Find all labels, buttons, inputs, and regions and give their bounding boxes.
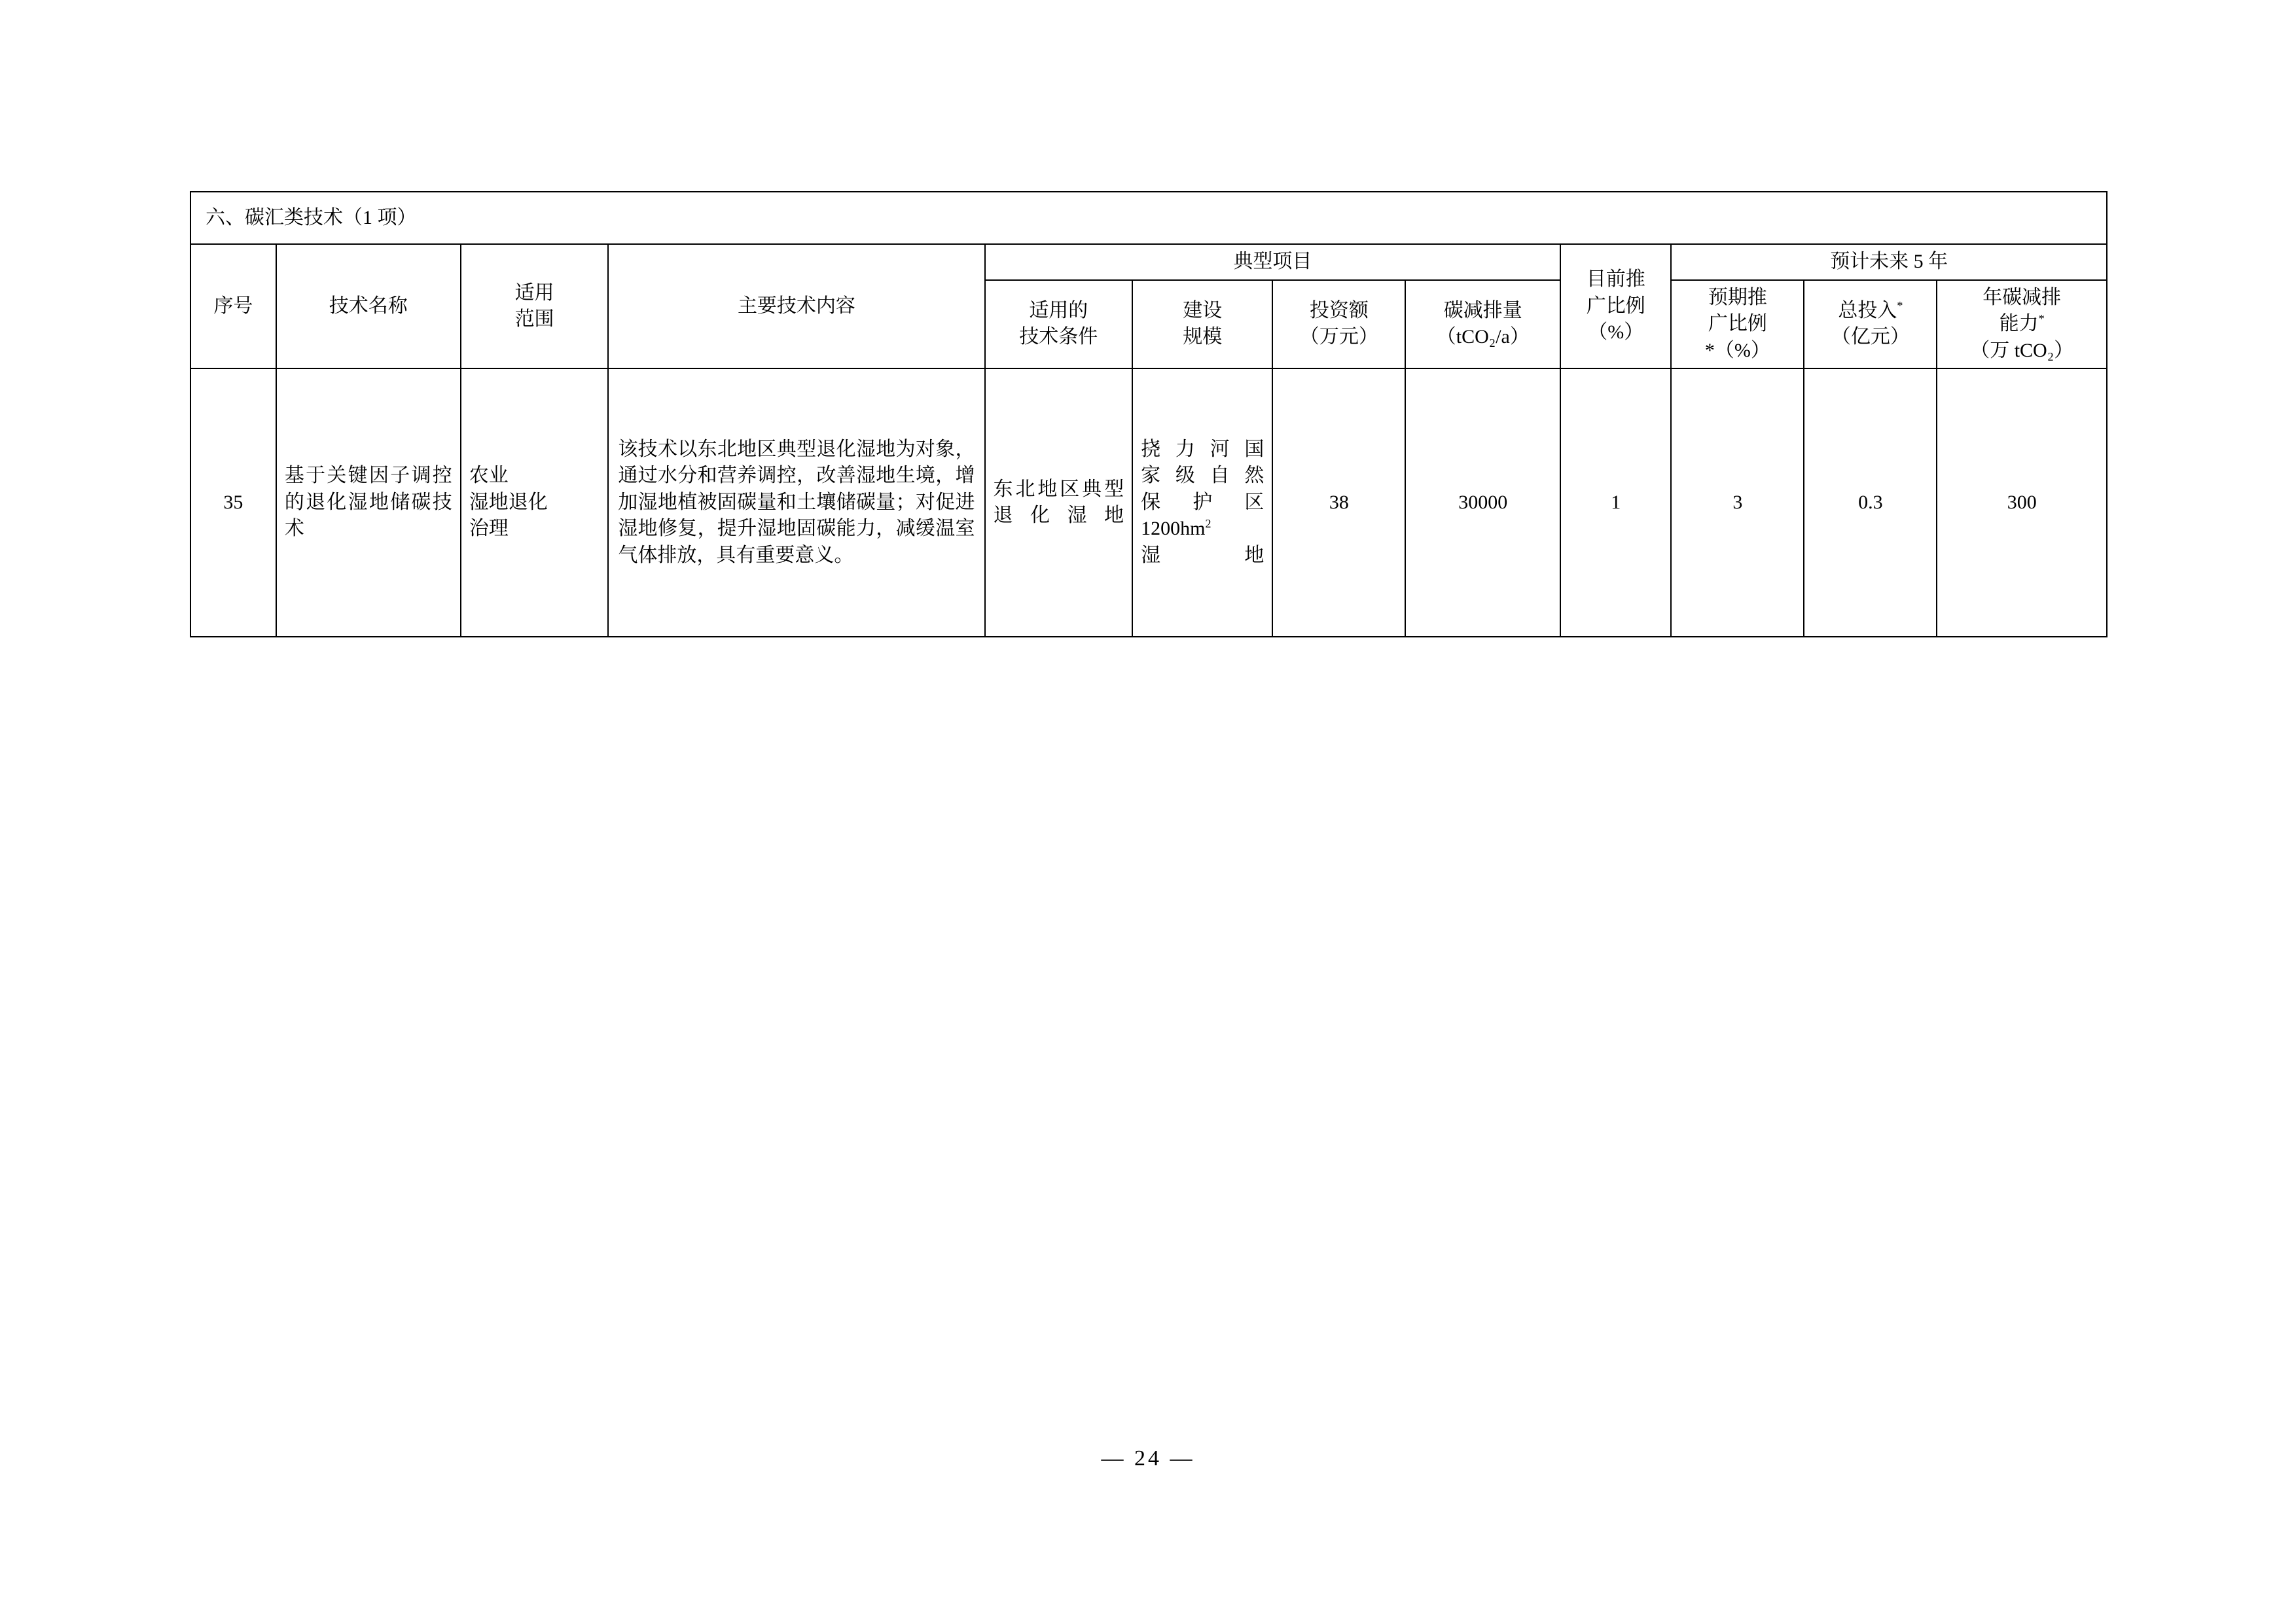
col-header-build-scale	[1132, 280, 1272, 369]
cell-build-scale	[1132, 368, 1272, 637]
col-header-future-5y: 预计未来 5 年	[1671, 244, 2107, 280]
cell-main-content: 该技术以东北地区典型退化湿地为对象，通过水分和营养调控，改善湿地生境，增加湿地植被固碳量和土壤储碳量；对促进湿地修复，提升湿地固碳能力，减缓温室气体排放，具有重要意义。	[608, 368, 984, 637]
annual-reduction-text: 能力	[1999, 313, 2039, 334]
cell-investment: 38	[1272, 368, 1405, 637]
cell-scope-line3: 治理	[469, 518, 509, 540]
col-header-scope-line1: 适用	[514, 281, 554, 304]
col-header-annual-reduction-line3: （万 tCO₂）	[1970, 339, 2074, 361]
cell-scope-line2: 湿地退化	[469, 491, 548, 513]
col-header-main-content: 主要技术内容	[608, 244, 984, 368]
col-header-build-scale-line1: 建设	[1183, 299, 1223, 321]
cell-scope-line1: 农业	[469, 465, 509, 487]
cell-build-scale-line1: 挠力河国	[1141, 438, 1265, 460]
col-header-expected-promotion-line2: 广比例	[1708, 313, 1767, 334]
col-header-scope-line2: 范围	[514, 308, 554, 330]
col-header-current-promotion-line3: （%）	[1588, 321, 1644, 344]
table-row	[190, 368, 2107, 637]
page-number: — 24 —	[1101, 1446, 1195, 1471]
annual-reduction-asterisk: *	[2038, 312, 2045, 325]
col-header-investment	[1272, 280, 1405, 369]
cell-build-scale-line2: 家级自然	[1141, 465, 1265, 487]
col-header-carbon-reduction-line2: （tCO₂/a）	[1436, 326, 1530, 348]
technology-table	[190, 191, 2108, 637]
col-header-total-investment-line2: （亿元）	[1831, 326, 1910, 348]
col-header-expected-promotion-line3: *（%）	[1704, 339, 1770, 361]
cell-build-scale-line3: 保护区	[1141, 491, 1265, 513]
col-header-annual-reduction-line2	[1943, 311, 2101, 338]
cell-build-scale-line5: 湿地	[1141, 544, 1265, 566]
cell-carbon-reduction: 30000	[1405, 368, 1560, 637]
col-header-typical-project: 典型项目	[985, 244, 1561, 280]
cell-seq: 35	[190, 368, 276, 637]
col-header-carbon-reduction-line1: 碳减排量	[1443, 299, 1522, 321]
total-investment-asterisk: *	[1897, 298, 1903, 312]
cell-scope	[461, 368, 609, 637]
cell-annual-reduction: 300	[1937, 368, 2107, 637]
col-header-expected-promotion	[1671, 280, 1804, 369]
col-header-current-promotion	[1560, 244, 1671, 368]
total-investment-text: 总投入	[1838, 299, 1897, 321]
cell-total-investment: 0.3	[1804, 368, 1937, 637]
col-header-current-promotion-line1: 目前推	[1586, 268, 1645, 291]
col-header-investment-line2: （万元）	[1299, 326, 1378, 348]
header-group-row	[190, 244, 2107, 280]
cell-build-scale-line4: $1200hm^2$	[1141, 517, 1211, 540]
cell-tech-name: 基于关键因子调控的退化湿地储碳技术	[276, 368, 461, 637]
col-header-investment-line1: 投资额	[1309, 299, 1369, 321]
cell-expected-promotion: 3	[1671, 368, 1804, 637]
col-header-total-investment-line1	[1810, 298, 1931, 325]
cell-current-promotion: 1	[1560, 368, 1671, 637]
col-header-build-scale-line2: 规模	[1183, 326, 1223, 348]
col-header-applicable-conditions	[985, 280, 1133, 369]
col-header-current-promotion-line2: 广比例	[1586, 294, 1645, 317]
build-scale-superscript-2: 2	[1205, 517, 1211, 531]
col-header-tech-name: 技术名称	[276, 244, 461, 368]
technology-table-wrapper	[190, 191, 2108, 637]
col-header-scope	[461, 244, 609, 368]
col-header-annual-reduction	[1937, 280, 2107, 369]
col-header-annual-reduction-line1: 年碳减排	[1982, 286, 2062, 308]
section-title: 六、碳汇类技术（1 项）	[190, 192, 2107, 244]
section-title-row	[190, 192, 2107, 244]
col-header-seq: 序号	[190, 244, 276, 368]
col-header-expected-promotion-line1: 预期推	[1708, 286, 1767, 308]
col-header-carbon-reduction	[1405, 280, 1560, 369]
col-header-applicable-conditions-line1: 适用的	[1029, 299, 1088, 321]
col-header-applicable-conditions-line2: 技术条件	[1019, 326, 1098, 348]
col-header-total-investment	[1804, 280, 1937, 369]
cell-applicable-conditions: 东北地区典型退化湿地	[985, 368, 1133, 637]
